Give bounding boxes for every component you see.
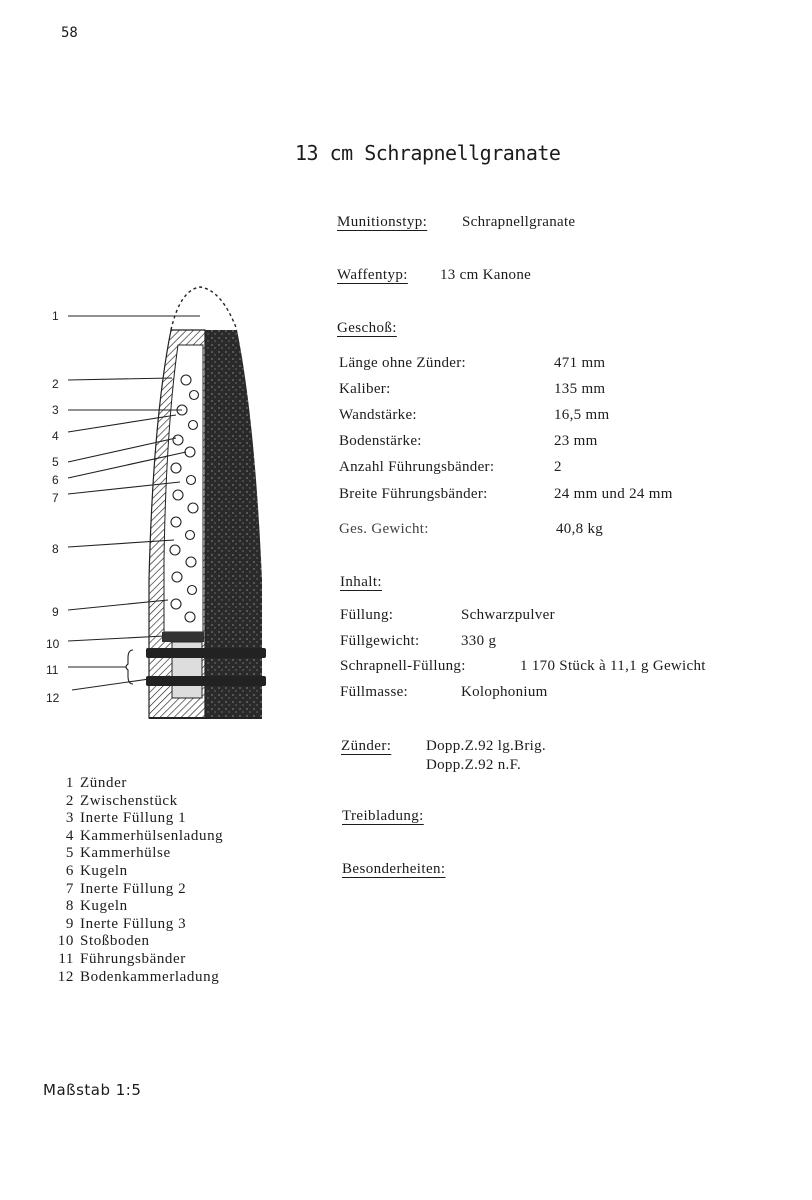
inhalt-row-value: Schwarzpulver bbox=[461, 607, 555, 623]
legend-item: 11 Führungsbänder bbox=[58, 950, 186, 967]
scale-note: Maßstab 1:5 bbox=[43, 1081, 142, 1099]
callout-numbers bbox=[46, 309, 60, 705]
legend-text: Bodenkammerladung bbox=[80, 968, 220, 985]
geschoss-row-label: Länge ohne Zünder: bbox=[339, 355, 467, 371]
legend-text: Stoßboden bbox=[80, 933, 150, 950]
geschoss-row-value: 2 bbox=[554, 459, 562, 475]
shell-cross-section-diagram bbox=[0, 270, 290, 730]
geschoss-row-label: Breite Führungsbänder: bbox=[339, 486, 488, 502]
shell-exterior-half bbox=[205, 330, 262, 718]
geschoss-row-label: Anzahl Führungsbänder: bbox=[339, 459, 495, 475]
geschoss-row-label: Bodenstärke: bbox=[339, 433, 422, 449]
inhalt-row-value: 1 170 Stück à 11,1 g Gewicht bbox=[520, 658, 706, 674]
legend-item: 1 Zünder bbox=[65, 775, 127, 791]
legend-text: Kugeln bbox=[80, 898, 128, 915]
legend-text: Zwischenstück bbox=[80, 792, 178, 809]
legend-text: Inerte Füllung 2 bbox=[80, 880, 187, 897]
geschoss-row-value: 23 mm bbox=[554, 433, 598, 449]
callout-number: 12 bbox=[46, 691, 60, 705]
legend-text: Kugeln bbox=[80, 862, 128, 879]
legend-item: 6 Kugeln bbox=[65, 862, 128, 879]
callout-number: 9 bbox=[52, 605, 59, 619]
legend-text: Führungsbänder bbox=[80, 950, 186, 967]
legend-item: 2 Zwischenstück bbox=[65, 792, 178, 809]
legend-text: Inerte Füllung 1 bbox=[80, 810, 187, 827]
inhalt-row-label: Schrapnell-Füllung: bbox=[340, 658, 466, 674]
inhalt-heading: Inhalt: bbox=[340, 574, 382, 590]
treibladung-label: Treibladung: bbox=[342, 808, 424, 824]
legend-text: Inerte Füllung 3 bbox=[80, 915, 187, 932]
geschoss-row-value: 16,5 mm bbox=[554, 407, 610, 423]
munitionstyp-value: Schrapnellgranate bbox=[462, 214, 576, 230]
geschoss-row-value: 24 mm und 24 mm bbox=[554, 486, 673, 502]
waffentyp-label: Waffentyp: bbox=[337, 267, 408, 283]
waffentyp-value: 13 cm Kanone bbox=[440, 267, 532, 283]
zuender-label: Zünder: bbox=[341, 738, 392, 754]
callout-number: 11 bbox=[46, 663, 59, 677]
page-title: 13 cm Schrapnellgranate bbox=[295, 141, 561, 165]
legend-item: 10 Stoßboden bbox=[57, 933, 150, 950]
inhalt-row-value: Kolophonium bbox=[461, 684, 548, 700]
legend bbox=[48, 775, 223, 986]
callout-number: 4 bbox=[52, 429, 59, 443]
zuender-line-2: Dopp.Z.92 n.F. bbox=[426, 757, 522, 773]
callout-number: 6 bbox=[52, 473, 59, 487]
legend-item: 9 Inerte Füllung 3 bbox=[65, 915, 187, 932]
legend-item: 4 Kammerhülsenladung bbox=[65, 827, 224, 844]
callout-number: 10 bbox=[46, 637, 60, 651]
inhalt-row-value: 330 g bbox=[461, 633, 497, 649]
geschoss-heading: Geschoß: bbox=[337, 320, 397, 336]
callout-number: 3 bbox=[52, 403, 59, 417]
legend-text: Kammerhülse bbox=[80, 845, 171, 862]
inhalt-row-label: Füllung: bbox=[340, 607, 394, 623]
legend-text: Kammerhülsenladung bbox=[80, 827, 224, 844]
page-number: 58 bbox=[61, 25, 78, 41]
geschoss-row-label: Ges. Gewicht: bbox=[339, 521, 429, 537]
callout-number: 1 bbox=[52, 309, 59, 323]
geschoss-row-value: 471 mm bbox=[554, 355, 606, 371]
driving-band-lower bbox=[146, 676, 266, 686]
fuze-outline bbox=[171, 287, 237, 330]
driving-band-upper bbox=[146, 648, 266, 658]
callout-number: 2 bbox=[52, 377, 59, 391]
inhalt-row-label: Füllmasse: bbox=[340, 684, 409, 700]
zuender-line-1: Dopp.Z.92 lg.Brig. bbox=[426, 738, 546, 754]
legend-text: Zünder bbox=[80, 775, 127, 791]
callout-number: 8 bbox=[52, 542, 59, 556]
geschoss-row-value: 40,8 kg bbox=[556, 521, 604, 537]
callout-number: 5 bbox=[52, 455, 59, 469]
besonderheiten-label: Besonderheiten: bbox=[342, 861, 446, 877]
geschoss-row-label: Kaliber: bbox=[339, 381, 391, 397]
legend-item: 3 Inerte Füllung 1 bbox=[65, 810, 187, 827]
geschoss-row-label: Wandstärke: bbox=[339, 407, 417, 423]
legend-item: 12 Bodenkammerladung bbox=[57, 968, 220, 985]
legend-item: 5 Kammerhülse bbox=[65, 845, 171, 862]
geschoss-row-value: 135 mm bbox=[554, 381, 606, 397]
munitionstyp-label: Munitionstyp: bbox=[337, 214, 428, 230]
base-plate bbox=[162, 632, 204, 642]
callout-number: 7 bbox=[52, 491, 59, 505]
legend-item: 7 Inerte Füllung 2 bbox=[65, 880, 187, 897]
legend-item: 8 Kugeln bbox=[65, 898, 128, 915]
inhalt-row-label: Füllgewicht: bbox=[340, 633, 420, 649]
